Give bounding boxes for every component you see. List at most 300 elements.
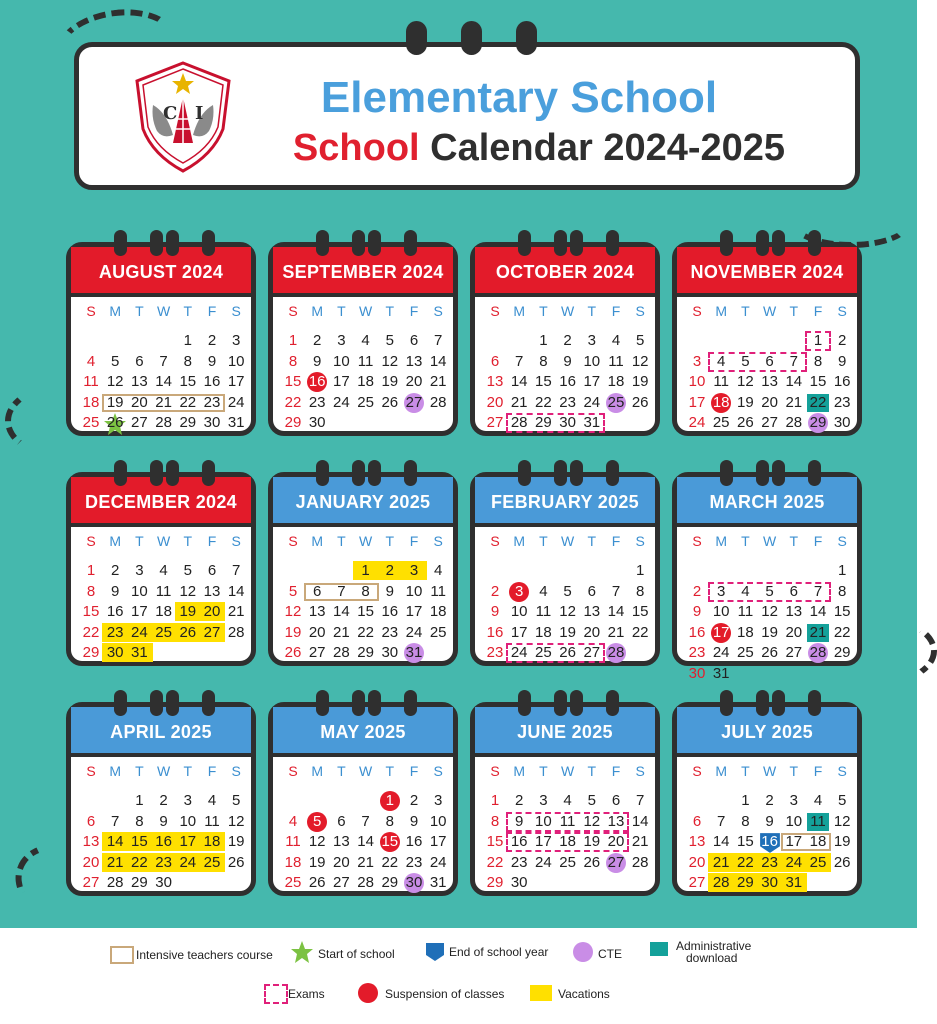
day-cell: 14 [809,603,827,620]
day-cell: 27 [607,853,625,871]
day-cell: 25 [737,644,754,661]
day-cell: 24 [535,853,552,871]
day-cell: 1 [539,332,548,349]
day-cell: 14 [510,373,528,390]
month-calendar [66,702,256,896]
day-cell: 5 [563,582,572,600]
day-cell: 29 [284,414,302,431]
binder-ring [772,460,785,486]
day-cell: 1 [361,562,370,579]
day-cell: 14 [155,373,172,390]
day-cell: 26 [381,393,399,411]
day-cell: 3 [434,792,443,809]
day-cell: 28 [155,414,172,431]
day-cell: 2 [313,332,322,349]
weekday-label: T [385,303,395,319]
weekday-label: M [109,533,122,549]
day-cell: 15 [809,373,827,390]
day-cell: 15 [631,603,649,620]
day-cell: 11 [608,352,624,370]
weekday-label: S [288,533,298,549]
day-cell: 30 [559,414,576,431]
day-cell: 17 [688,393,706,411]
day-cell: 25 [712,414,730,431]
day-cell: 15 [833,603,851,620]
weekday-label: W [358,533,373,549]
day-cell: 3 [692,352,702,370]
month-title: APRIL 2025 [71,707,251,757]
day-cell: 15 [179,373,197,390]
weekday-label: W [156,763,171,779]
month-card [268,460,458,666]
binder-ring [406,21,427,55]
day-cell: 22 [631,623,649,641]
day-cell: 13 [785,603,803,620]
weekday-label: W [560,533,575,549]
binder-ring [352,230,365,256]
day-cell: 4 [361,332,370,349]
month-calendar [268,472,458,666]
day-cell: 20 [761,393,778,411]
day-cell: 13 [82,833,100,850]
day-cell: 13 [405,352,423,370]
day-cell: 16 [405,833,423,850]
day-cell: 29 [737,874,754,891]
month-title: DECEMBER 2024 [71,477,251,527]
day-cell: 23 [155,853,172,871]
day-cell: 10 [785,812,803,830]
day-cell: 24 [227,393,245,411]
binder-ring [554,690,567,716]
day-cell: 27 [308,644,326,661]
legend-start-label: Start of school [318,947,395,961]
day-cell: 14 [333,603,350,620]
day-cell: 7 [636,792,645,809]
day-cell: 26 [106,414,124,431]
binder-ring [404,230,417,256]
day-cell: 20 [486,393,504,411]
weekday-label: S [433,763,443,779]
day-cell: 12 [106,373,124,390]
month-title: MAY 2025 [273,707,453,757]
day-cell: 6 [313,582,322,600]
day-cell: 23 [761,853,778,871]
month-calendar [672,242,862,436]
day-cell: 20 [405,373,423,390]
day-cell: 24 [179,853,197,871]
day-cell: 14 [357,833,374,850]
day-cell: 21 [106,853,124,871]
binder-ring [606,690,619,716]
day-cell: 7 [434,332,443,349]
day-cell: 16 [381,603,399,620]
day-cell: 15 [82,603,100,620]
month-title: OCTOBER 2024 [475,247,655,297]
day-cell: 5 [232,792,241,809]
day-cell: 5 [111,352,120,370]
weekday-label: W [358,303,373,319]
day-cell: 12 [737,373,754,390]
day-cell: 9 [159,812,168,830]
weekday-label: T [337,763,346,779]
day-cell: 31 [785,874,803,891]
day-cell: 1 [288,332,298,349]
day-cell: 10 [688,373,706,390]
month-card [470,230,660,436]
header-banner [74,42,860,190]
binder-ring [756,690,769,716]
weekday-label: F [611,533,621,549]
day-cell: 2 [385,562,394,579]
day-cell: 8 [838,582,847,600]
weekday-label: F [207,763,217,779]
day-cell: 28 [785,414,803,431]
day-cell: 21 [510,393,528,411]
calendar-title-red-word: School [292,127,420,169]
day-cell: 20 [607,833,625,850]
day-cell: 25 [559,853,576,871]
day-cell: 28 [712,874,730,891]
binder-ring [166,230,179,256]
day-cell: 7 [813,582,823,600]
day-cell: 17 [131,603,148,620]
day-cell: 27 [203,623,221,641]
binder-ring [518,460,531,486]
day-cell: 14 [631,812,649,830]
month-title: JUNE 2025 [475,707,655,757]
star-icon [290,940,314,964]
day-cell: 13 [308,603,326,620]
day-cell: 30 [106,644,124,661]
binder-ring [756,460,769,486]
day-cell: 16 [510,833,528,850]
day-cell: 17 [333,373,350,390]
day-cell: 22 [535,393,552,411]
weekday-label: W [762,303,777,319]
binder-ring [316,460,329,486]
day-cell: 29 [381,874,399,891]
month-card [672,460,862,682]
day-cell: 12 [559,603,576,620]
month-title: SEPTEMBER 2024 [273,247,453,297]
day-cell: 22 [809,393,827,411]
day-cell: 2 [490,582,500,600]
day-cell: 31 [712,664,730,682]
day-cell: 10 [429,812,447,830]
day-cell: 3 [515,582,524,600]
day-cell: 12 [227,812,245,830]
suspension-circle-icon [358,983,378,1003]
weekday-label: W [762,533,777,549]
weekday-label: M [715,763,728,779]
day-cell: 11 [810,812,826,830]
month-title: AUGUST 2024 [71,247,251,297]
day-cell: 26 [583,853,601,871]
day-cell: 31 [227,414,245,431]
day-cell: 20 [131,393,148,411]
weekday-label: T [135,533,144,549]
weekday-label: S [288,763,298,779]
binder-ring [518,690,531,716]
binder-ring [166,460,179,486]
legend-suspension-label: Suspension of classes [385,987,505,1001]
weekday-label: T [587,763,597,779]
weekday-label: S [86,763,96,779]
day-cell: 14 [785,373,803,390]
binder-ring [368,690,381,716]
day-cell: 22 [82,623,100,641]
logo-letter-i: I [195,103,204,124]
month-calendar [66,472,256,666]
binder-ring [368,460,381,486]
weekday-label: T [385,533,395,549]
day-cell: 11 [285,833,301,850]
day-cell: 4 [611,332,621,349]
day-cell: 16 [559,373,576,390]
month-title: JANUARY 2025 [273,477,453,527]
day-cell: 26 [179,623,197,641]
binder-ring [114,230,127,256]
day-cell: 9 [313,352,322,370]
day-cell: 24 [429,853,447,871]
day-cell: 17 [712,623,730,641]
day-cell: 25 [535,644,552,661]
weekday-label: T [337,303,346,319]
weekday-label: F [611,763,621,779]
weekday-label: S [231,763,241,779]
weekday-label: M [513,763,526,779]
weekday-label: M [715,533,728,549]
day-cell: 9 [490,603,500,620]
day-cell: 27 [785,644,803,661]
legend-teacher-label: Intensive teachers course [136,948,273,962]
binder-ring [202,690,215,716]
day-cell: 23 [203,393,221,411]
day-cell: 15 [357,603,374,620]
day-cell: 2 [159,792,168,809]
legend-cte-label: CTE [598,947,622,961]
day-cell: 8 [183,352,192,370]
day-cell: 4 [563,792,572,809]
binder-ring [368,230,381,256]
day-cell: 3 [232,332,241,349]
day-cell: 16 [688,623,706,641]
school-name-title: Elementary School [320,73,718,122]
day-cell: 7 [159,352,168,370]
binder-ring [202,230,215,256]
binder-ring [114,460,127,486]
weekday-label: F [813,303,823,319]
month-title: JULY 2025 [677,707,857,757]
day-cell: 24 [510,644,528,661]
binder-ring [554,230,567,256]
day-cell: 28 [809,644,827,661]
day-cell: 8 [361,582,370,600]
day-cell: 18 [737,623,754,641]
day-cell: 29 [82,644,100,661]
weekday-label: T [539,763,548,779]
weekday-label: S [490,763,500,779]
month-calendar [470,702,660,896]
day-cell: 19 [308,853,326,871]
day-cell: 15 [284,373,302,390]
weekday-label: S [837,533,847,549]
weekday-label: S [231,533,241,549]
day-cell: 4 [86,352,96,370]
day-cell: 4 [717,352,726,370]
day-cell: 21 [785,393,803,411]
day-cell: 3 [183,792,192,809]
day-cell: 20 [583,623,601,641]
binder-ring [772,690,785,716]
day-cell: 26 [284,644,302,661]
day-cell: 7 [611,582,621,600]
weekday-label: S [837,763,847,779]
month-calendar [672,702,862,896]
weekday-label: M [311,303,324,319]
weekday-label: T [587,303,597,319]
day-cell: 9 [765,812,774,830]
weekday-label: W [560,303,575,319]
month-calendar [672,472,862,682]
weekday-label: T [183,303,193,319]
day-cell: 18 [82,393,100,411]
day-cell: 10 [712,603,730,620]
binder-ring [150,690,163,716]
day-cell: 12 [833,812,851,830]
weekday-label: T [183,763,193,779]
weekday-label: T [741,303,750,319]
day-cell: 10 [583,352,601,370]
day-cell: 31 [405,644,423,661]
day-cell: 21 [333,623,350,641]
day-cell: 19 [737,393,754,411]
day-cell: 29 [486,874,504,891]
day-cell: 29 [179,414,197,431]
day-cell: 13 [688,833,706,850]
day-cell: 2 [515,792,524,809]
day-cell: 19 [761,623,778,641]
day-cell: 3 [135,562,144,579]
day-cell: 4 [741,582,750,600]
binder-ring [554,460,567,486]
weekday-label: S [635,303,645,319]
day-cell: 22 [737,853,754,871]
calendar-title-rest: Calendar 2024-2025 [419,127,786,169]
day-cell: 31 [583,414,601,431]
day-cell: 8 [813,352,823,370]
weekday-label: M [311,533,324,549]
day-cell: 23 [486,644,504,661]
cte-circle-icon [573,942,593,962]
day-cell: 18 [809,833,827,850]
legend-vacations-label: Vacations [558,987,610,1001]
weekday-label: F [409,763,419,779]
day-cell: 21 [155,393,172,411]
day-cell: 6 [587,582,596,600]
binder-ring [570,230,583,256]
weekday-label: M [311,763,324,779]
day-cell: 1 [183,332,192,349]
day-cell: 24 [131,623,148,641]
day-cell: 5 [838,792,847,809]
day-cell: 17 [405,603,423,620]
day-cell: 22 [357,623,374,641]
weekday-label: F [813,533,823,549]
day-cell: 11 [430,582,446,600]
day-cell: 12 [761,603,778,620]
month-calendar [470,242,660,436]
day-cell: 2 [765,792,774,809]
weekday-label: T [741,533,750,549]
day-cell: 30 [510,874,528,891]
day-cell: 17 [583,373,601,390]
day-cell: 21 [712,853,730,871]
weekday-label: F [207,303,217,319]
day-cell: 8 [741,812,750,830]
day-cell: 29 [131,874,148,891]
day-cell: 3 [789,792,798,809]
day-cell: 27 [131,414,148,431]
binder-ring [352,460,365,486]
binder-ring [166,690,179,716]
day-cell: 11 [357,352,374,370]
binder-ring [570,690,583,716]
day-cell: 12 [179,582,197,600]
binder-ring [606,460,619,486]
weekday-label: T [587,533,597,549]
day-cell: 25 [284,874,302,891]
day-cell: 19 [833,833,851,850]
weekday-label: F [409,303,419,319]
day-cell: 25 [203,853,221,871]
day-cell: 18 [203,833,221,850]
month-card [66,460,256,666]
day-cell: 23 [405,853,423,871]
weekday-label: S [837,303,847,319]
day-cell: 18 [429,603,447,620]
day-cell: 20 [688,853,706,871]
day-cell: 4 [539,582,548,600]
day-cell: 23 [559,393,576,411]
binder-ring [808,460,821,486]
binder-ring [202,460,215,486]
day-cell: 19 [559,623,576,641]
day-cell: 23 [688,644,706,661]
day-cell: 7 [111,812,120,830]
day-cell: 10 [227,352,245,370]
weekday-label: T [789,763,799,779]
weekday-label: S [433,533,443,549]
day-cell: 18 [712,393,730,411]
weekday-label: T [385,763,395,779]
day-cell: 24 [688,414,706,431]
day-cell: 19 [227,833,245,850]
day-cell: 29 [833,644,851,661]
day-cell: 28 [631,853,649,871]
day-cell: 20 [333,853,350,871]
day-cell: 9 [409,812,419,830]
day-cell: 1 [838,562,847,579]
day-cell: 3 [587,332,596,349]
binder-ring [720,230,733,256]
weekday-label: T [789,533,799,549]
day-cell: 22 [833,623,851,641]
binder-ring [606,230,619,256]
day-cell: 9 [385,582,394,600]
weekday-label: F [813,763,823,779]
day-cell: 6 [86,812,96,830]
